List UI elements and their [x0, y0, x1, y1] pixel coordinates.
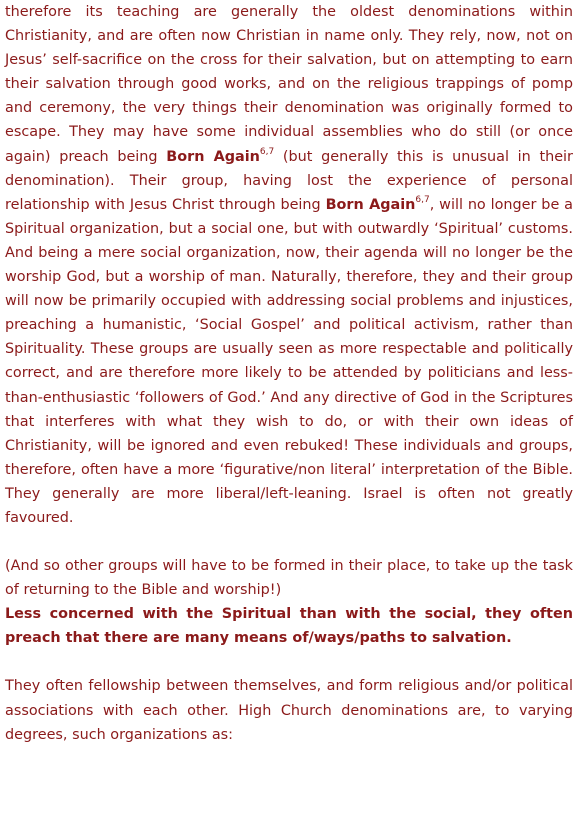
footnote-ref-1: 6,7: [259, 146, 275, 157]
body-paragraph-4: They often fellowship between themselves, and form religious and/or political associations with each other. High Church denominations are, to varying degrees, such organizations as:: [5, 678, 573, 743]
born-again-term-2: Born Again: [325, 196, 416, 213]
document-page: [5, 0, 573, 747]
paragraph-1-text-b: (but generally this is unusual in their denomination). Their group, having lost the experience of personal relationship with Jesus Christ through being: [5, 148, 573, 213]
paragraph-1-text-c: , will no longer be a Spiritual organization, but a social one, but with outwardly ‘Spiritual’ customs. And being a mere social organization, now, their agenda will no longer be the worship God, but a worship of man. Naturally, therefore, they and their group will now be primarily occupied with addressing social problems and injustices, preaching a humanistic, ‘Social Gospel’ and political activism, rather than Spirituality. These groups are usually seen as more respectable and politically correct, and are therefore more likely to be attended by politicians and less-than-enthusiastic ‘followers of God.’ And any directive of God in the Scriptures that interferes with what they wish to do, or with their own ideas of Christianity, will be ignored and even rebuked! These individuals and groups, therefore, often have a more ‘figurative/non literal’ interpretation of the Bible. They generally are more liberal/left-leaning. Israel is often not greatly favoured.: [5, 196, 573, 526]
footnote-ref-2: 6,7: [415, 194, 430, 205]
body-paragraph-2: (And so other groups will have to be formed in their place, to take up the task of returning to the Bible and worship!): [5, 558, 573, 599]
body-paragraph-1: [5, 0, 573, 530]
paragraph-1-text-a: therefore its teaching are generally the oldest denominations within Christianity, and are often now Christian in name only. They rely, now, not on Jesus’ self-sacrifice on the cross for their salvation, but on attempting to earn their salvation through good works, and on the religious trappings of pomp and ceremony, the very things their denomination was originally formed to escape. They may have some individual assemblies who do still (or once again) preach being: [5, 4, 573, 165]
bold-statement-paragraph: Less concerned with the Spiritual than with the social, they often preach that there are many means of/ways/paths to salvation.: [5, 606, 573, 647]
born-again-term-1: Born Again: [166, 148, 260, 165]
